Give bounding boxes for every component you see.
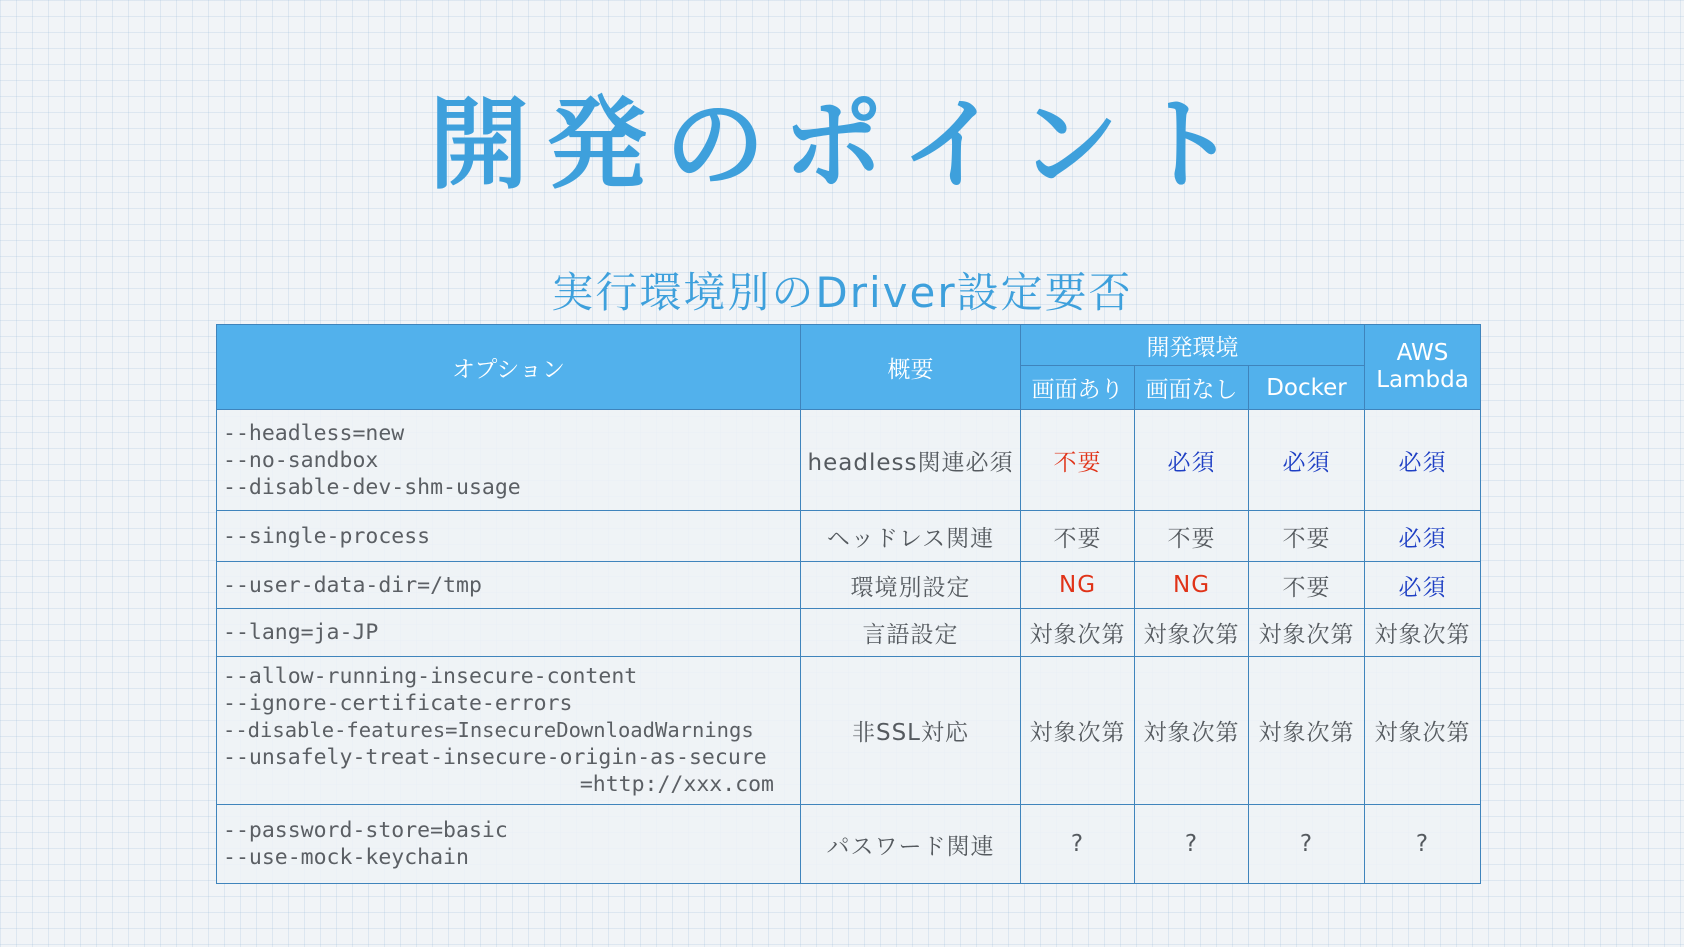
gui-cell: 対象次第 bbox=[1021, 657, 1135, 805]
table-row bbox=[217, 805, 1481, 884]
option-line: --ignore-certificate-errors bbox=[223, 691, 573, 716]
gui-cell: 不要 bbox=[1021, 511, 1135, 562]
header-docker: Docker bbox=[1249, 366, 1365, 410]
lambda-cell: ? bbox=[1365, 805, 1481, 884]
option-line: --no-sandbox bbox=[223, 447, 379, 473]
table-row bbox=[217, 511, 1481, 562]
nogui-cell: 必須 bbox=[1135, 410, 1249, 511]
header-aws-lambda bbox=[1365, 325, 1481, 410]
gui-cell: ? bbox=[1021, 805, 1135, 884]
summary-cell: 言語設定 bbox=[801, 609, 1021, 657]
docker-cell: 必須 bbox=[1249, 410, 1365, 511]
option-cell bbox=[217, 609, 801, 657]
lambda-cell: 対象次第 bbox=[1365, 609, 1481, 657]
table-row bbox=[217, 657, 1481, 805]
option-cell bbox=[217, 805, 801, 884]
summary-cell: パスワード関連 bbox=[801, 805, 1021, 884]
driver-options-table bbox=[216, 324, 1481, 884]
option-line: --single-process bbox=[223, 523, 431, 549]
docker-cell: 対象次第 bbox=[1249, 609, 1365, 657]
header-lambda-line2: Lambda bbox=[1376, 367, 1469, 393]
option-line: --password-store=basic bbox=[223, 818, 508, 843]
option-line: --unsafely-treat-insecure-origin-as-secure bbox=[223, 745, 767, 770]
option-cell bbox=[217, 562, 801, 609]
header-lambda-line1: AWS bbox=[1396, 340, 1449, 366]
lambda-cell: 必須 bbox=[1365, 511, 1481, 562]
docker-cell: 対象次第 bbox=[1249, 657, 1365, 805]
option-cell bbox=[217, 511, 801, 562]
table-row bbox=[217, 609, 1481, 657]
header-nogui: 画面なし bbox=[1135, 366, 1249, 410]
gui-cell: 不要 bbox=[1021, 410, 1135, 511]
summary-cell: 環境別設定 bbox=[801, 562, 1021, 609]
option-line: =http://xxx.com bbox=[579, 772, 774, 797]
docker-cell: ? bbox=[1249, 805, 1365, 884]
option-line: --headless=new bbox=[223, 420, 405, 446]
docker-cell: 不要 bbox=[1249, 511, 1365, 562]
option-line: --use-mock-keychain bbox=[223, 845, 469, 870]
nogui-cell: 対象次第 bbox=[1135, 609, 1249, 657]
lambda-cell: 必須 bbox=[1365, 562, 1481, 609]
gui-cell: NG bbox=[1021, 562, 1135, 609]
lambda-cell: 対象次第 bbox=[1365, 657, 1481, 805]
table-row bbox=[217, 410, 1481, 511]
slide-title: 開発のポイント bbox=[429, 86, 1255, 203]
option-line: --disable-dev-shm-usage bbox=[223, 474, 521, 500]
option-cell bbox=[217, 410, 801, 511]
header-option: オプション bbox=[217, 325, 801, 410]
gui-cell: 対象次第 bbox=[1021, 609, 1135, 657]
header-dev-env: 開発環境 bbox=[1021, 325, 1365, 366]
option-line: --allow-running-insecure-content bbox=[223, 664, 638, 689]
option-line: --user-data-dir=/tmp bbox=[223, 572, 482, 598]
docker-cell: 不要 bbox=[1249, 562, 1365, 609]
option-line: --lang=ja-JP bbox=[223, 620, 379, 645]
nogui-cell: NG bbox=[1135, 562, 1249, 609]
summary-cell: headless関連必須 bbox=[801, 410, 1021, 511]
lambda-cell: 必須 bbox=[1365, 410, 1481, 511]
header-gui: 画面あり bbox=[1021, 366, 1135, 410]
nogui-cell: ? bbox=[1135, 805, 1249, 884]
option-cell bbox=[217, 657, 801, 805]
nogui-cell: 不要 bbox=[1135, 511, 1249, 562]
slide-subtitle: 実行環境別のDriver設定要否 bbox=[551, 268, 1133, 317]
nogui-cell: 対象次第 bbox=[1135, 657, 1249, 805]
table-row bbox=[217, 562, 1481, 609]
option-line: --disable-features=InsecureDownloadWarnings bbox=[223, 718, 754, 742]
header-summary: 概要 bbox=[801, 325, 1021, 410]
summary-cell: ヘッドレス関連 bbox=[801, 511, 1021, 562]
summary-cell: 非SSL対応 bbox=[801, 657, 1021, 805]
